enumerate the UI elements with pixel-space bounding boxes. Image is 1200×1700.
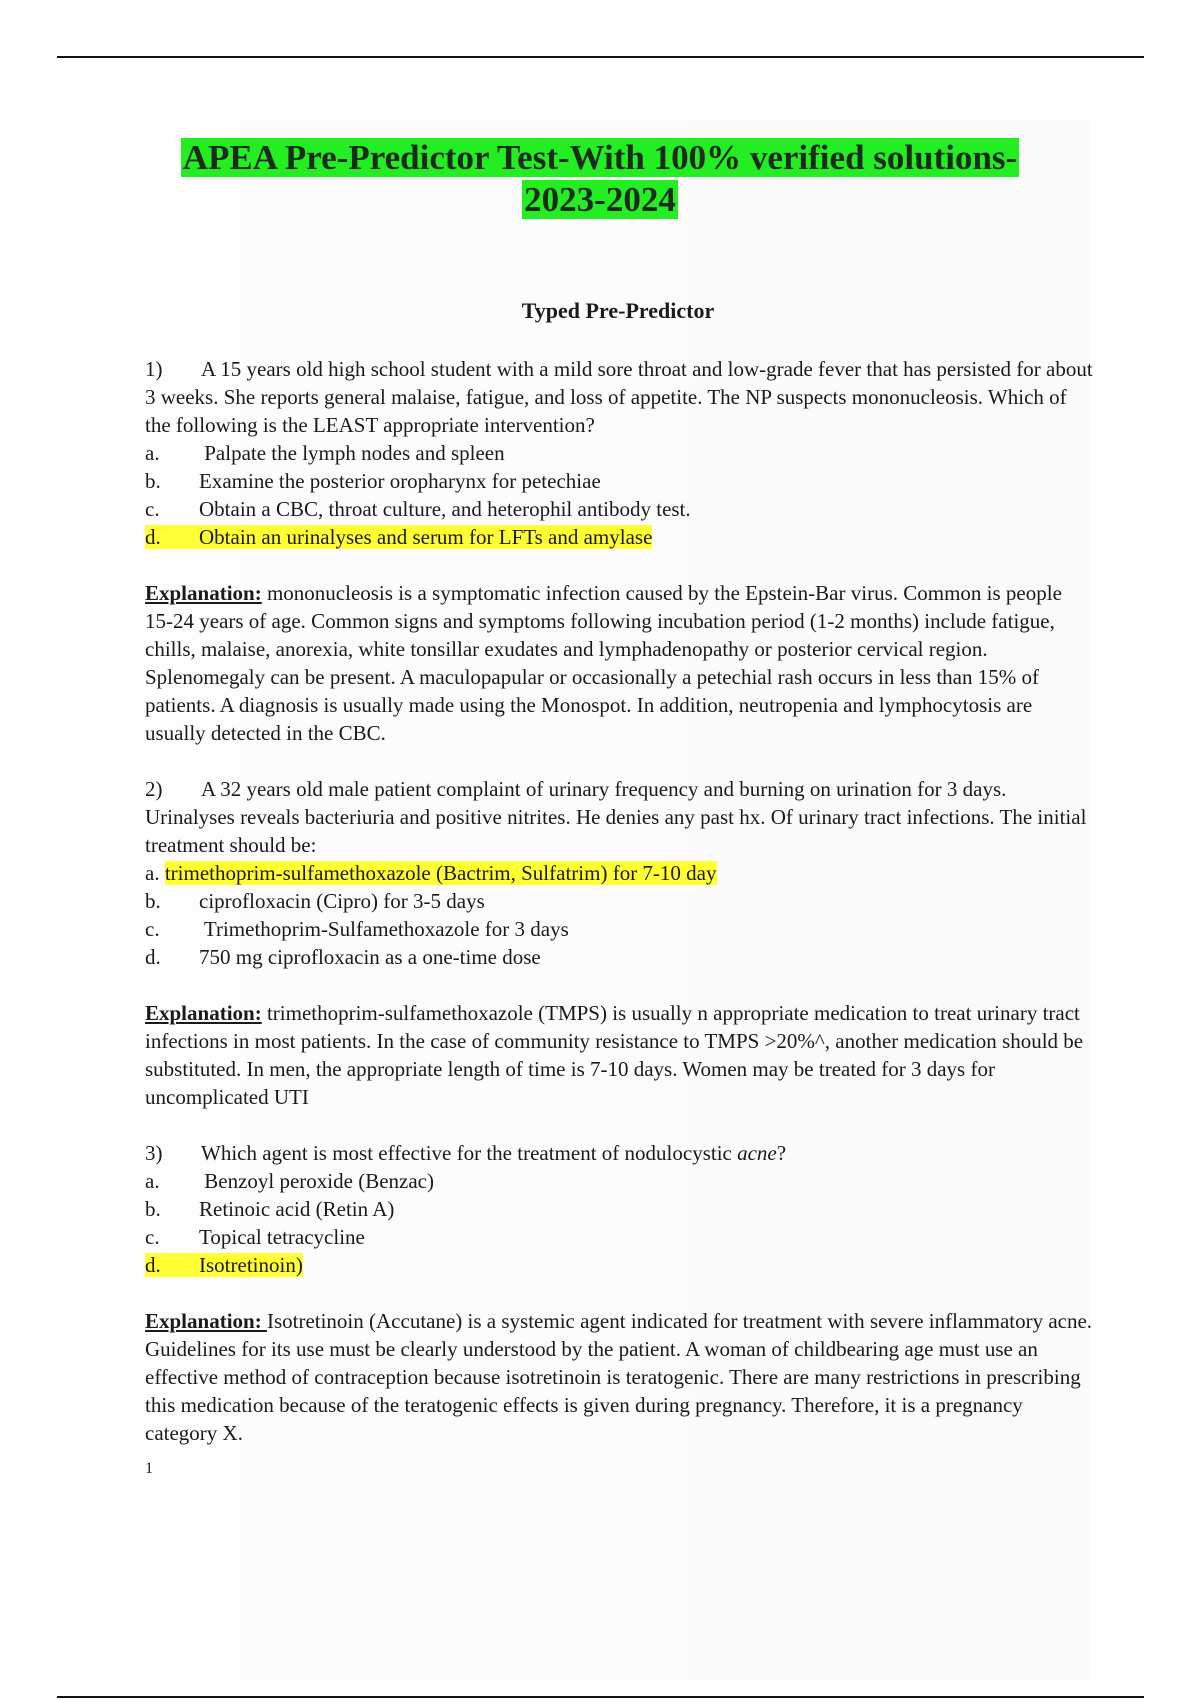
title-line-1: APEA Pre-Predictor Test-With 100% verified solutions- [182, 138, 1018, 177]
q2-option-d: d. 750 mg ciprofloxacin as a one-time dose [145, 945, 541, 969]
q2-option-b: b. ciprofloxacin (Cipro) for 3-5 days [145, 889, 485, 913]
q1-option-d-answer: d. Obtain an urinalyses and serum for LFTs and amylase [145, 525, 653, 549]
q2-explanation: Explanation: trimethoprim-sulfamethoxazole (TMPS) is usually n appropriate medication to treat urinary tract infections in most patients. In the case of community resistance to TMPS >20%^, another medication should be substituted. In men, the appropriate length of time is 7-10 days. Women may be treated for 3 days for uncomplicated UTI [145, 1001, 1084, 1109]
q1-option-a: a. Palpate the lymph nodes and spleen [145, 441, 505, 465]
q3-option-d-answer: d. Isotretinoin) [145, 1253, 303, 1277]
q2-option-c: c. Trimethoprim-Sulfamethoxazole for 3 days [145, 917, 569, 941]
q2-option-a-answer: a. trimethoprim-sulfamethoxazole (Bactrim, Sulfatrim) for 7-10 day [145, 861, 717, 885]
top-rule [57, 56, 1144, 58]
question-3: 3) Which agent is most effective for the treatment of nodulocystic acne? [145, 1141, 787, 1165]
q1-option-b: b. Examine the posterior oropharynx for petechiae [145, 469, 601, 493]
q3-option-b: b. Retinoic acid (Retin A) [145, 1197, 395, 1221]
q3-option-a: a. Benzoyl peroxide (Benzac) [145, 1169, 434, 1193]
question-2: 2) A 32 years old male patient complaint of urinary frequency and burning on urination for 3 days. Urinalyses reveals bacteriuria and positive nitrites. He denies any past hx. Of urinary tract infections. The initial treatment should be: [145, 777, 1087, 857]
q3-option-c: c. Topical tetracycline [145, 1225, 365, 1249]
question-1: 1) A 15 years old high school student with a mild sore throat and low-grade fever that has persisted for about 3 weeks. She reports general malaise, fatigue, and loss of appetite. The NP suspects mononucleosis. Which of the following is the LEAST appropriate intervention? [145, 357, 1093, 437]
bottom-rule [57, 1696, 1144, 1698]
subtitle: Typed Pre-Predictor [521, 298, 715, 323]
q1-explanation: Explanation: mononucleosis is a symptomatic infection caused by the Epstein-Bar virus. Common is people 15-24 years of age. Common signs and symptoms following incubation period (1-2 months) include fatigue, chills, malaise, anorexia, white tonsillar exudates and lymphadenopathy or posterior cervical region. Splenomegaly can be present. A maculopapular or occasionally a petechial rash occurs in less than 15% of patients. A diagnosis is usually made using the Monospot. In addition, neutropenia and lymphocytosis are usually detected in the CBC. [145, 581, 1062, 745]
q1-option-c: c. Obtain a CBC, throat culture, and heterophil antibody test. [145, 497, 691, 521]
question-list [145, 355, 1095, 1447]
q3-explanation: Explanation: Isotretinoin (Accutane) is a systemic agent indicated for treatment with severe inflammatory acne. Guidelines for its use must be clearly understood by the patient. A woman of childbearing age must use an effective method of contraception because isotretinoin is teratogenic. There are many restrictions in prescribing this medication because of the teratogenic effects is given during pregnancy. Therefore, it is a pregnancy category X. [145, 1309, 1093, 1445]
title-line-2: 2023-2024 [524, 180, 676, 219]
document-title [0, 137, 1200, 221]
page-number: 1 [145, 1460, 153, 1477]
